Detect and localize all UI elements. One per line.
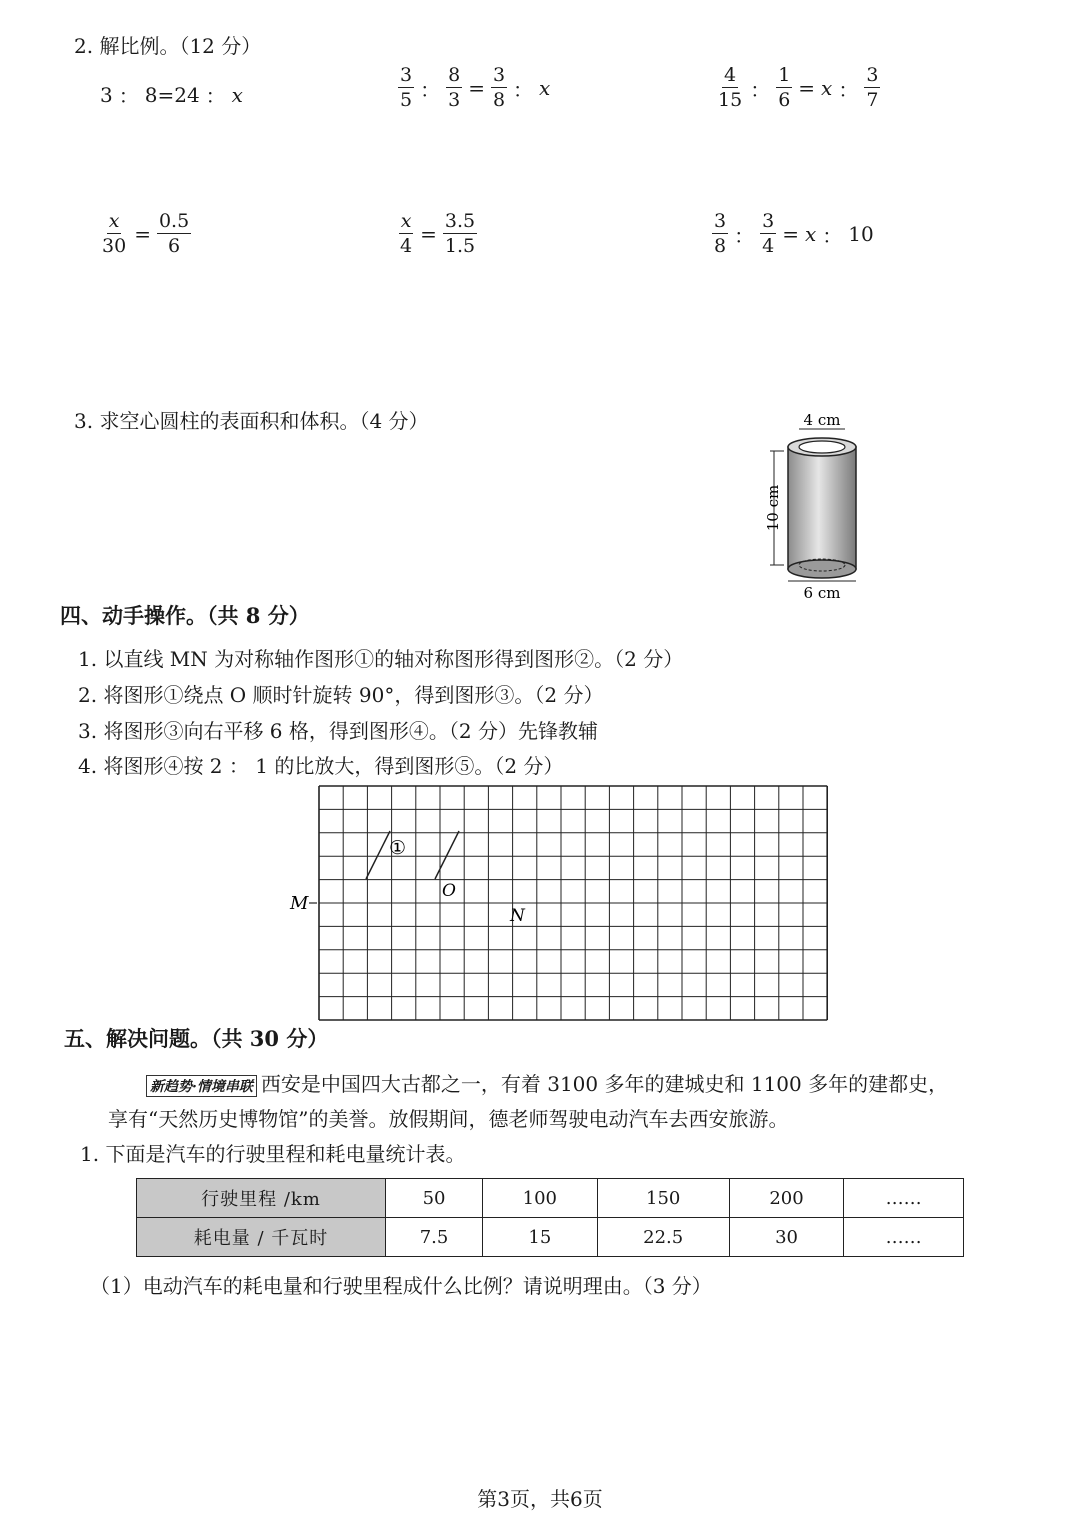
row-header-distance: 行驶里程 /km (137, 1179, 386, 1218)
label-m: M (290, 893, 309, 914)
grid-figure (285, 783, 830, 1025)
table-cell: 7.5 (386, 1218, 483, 1257)
table-cell: …… (844, 1179, 964, 1218)
equation-1: 3 ： 8=24 ： x (100, 82, 243, 108)
outer-diameter-label: 6 cm (803, 584, 841, 602)
label-o: O (442, 881, 456, 901)
shape-1-right-edge (435, 831, 459, 879)
cylinder-body (788, 438, 856, 578)
q3-title: 3. 求空心圆柱的表面积和体积。（4 分） (74, 409, 429, 433)
equation-5: $\frac{x}{4}$ = $\frac{3.5}{1.5}$ (400, 210, 476, 257)
equation-6: $\frac{3}{8}$ ： $\frac{3}{4}$ = x ： 10 (714, 210, 874, 257)
label-n: N (510, 906, 525, 926)
table-cell: …… (844, 1218, 964, 1257)
table-cell: 150 (597, 1179, 729, 1218)
stats-table (136, 1178, 964, 1257)
trend-tag: 新趋势·情境串联 (146, 1075, 257, 1097)
table-row (137, 1218, 964, 1257)
table-cell: 15 (483, 1218, 598, 1257)
table-cell: 22.5 (597, 1218, 729, 1257)
equation-2: $\frac{3}{5}$ ： $\frac{8}{3}$ = $\frac{3}{8}$ ： x (400, 64, 551, 111)
table-row (137, 1179, 964, 1218)
sec5-q1: 1. 下面是汽车的行驶里程和耗电量统计表。 (80, 1142, 466, 1166)
grid-lines (319, 786, 827, 1020)
sec5-sub-question-1: （1）电动汽车的耗电量和行驶里程成什么比例？请说明理由。（3 分） (90, 1274, 712, 1298)
q2-title: 2. 解比例。（12 分） (74, 34, 262, 58)
sec4-item-4: 4. 将图形④按 2 ： 1 的比放大，得到图形⑤。（2 分） (78, 754, 564, 778)
table-cell: 30 (729, 1218, 844, 1257)
shape-1-left-edge (366, 831, 390, 879)
equation-4: $\frac{x}{30}$ = $\frac{0.5}{6}$ (102, 210, 190, 257)
table-cell: 200 (729, 1179, 844, 1218)
table-cell: 100 (483, 1179, 598, 1218)
section-5-title: 五、解决问题。（共 30 分） (64, 1026, 329, 1051)
inner-diameter-label: 4 cm (803, 411, 841, 429)
equation-3: $\frac{4}{15}$ ： $\frac{1}{6}$ = x ： $\frac{3}{7}$ (718, 64, 879, 111)
sec4-item-2: 2. 将图形①绕点 O 顺时针旋转 90°，得到图形③。（2 分） (78, 683, 604, 707)
section-4-title: 四、动手操作。（共 8 分） (60, 603, 310, 628)
sec4-item-1: 1. 以直线 MN 为对称轴作图形①的轴对称图形得到图形②。（2 分） (78, 647, 684, 671)
table-cell: 50 (386, 1179, 483, 1218)
sec4-item-3: 3. 将图形③向右平移 6 格，得到图形④。（2 分）先锋教辅 (78, 719, 598, 743)
shape-1-label: ① (389, 837, 407, 859)
page-footer: 第3页，共6页 (477, 1487, 603, 1511)
hollow-cylinder-figure (750, 405, 880, 605)
sec5-intro-line-2: 享有“天然历史博物馆”的美誉。放假期间，德老师驾驶电动汽车去西安旅游。 (108, 1107, 789, 1131)
row-header-power: 耗电量 / 千瓦时 (137, 1218, 386, 1257)
sec5-intro-line-1: 新趋势·情境串联 西安是中国四大古都之一，有着 3100 多年的建城史和 1100 多年的建都史， (146, 1068, 948, 1097)
height-label: 10 cm (764, 484, 782, 532)
